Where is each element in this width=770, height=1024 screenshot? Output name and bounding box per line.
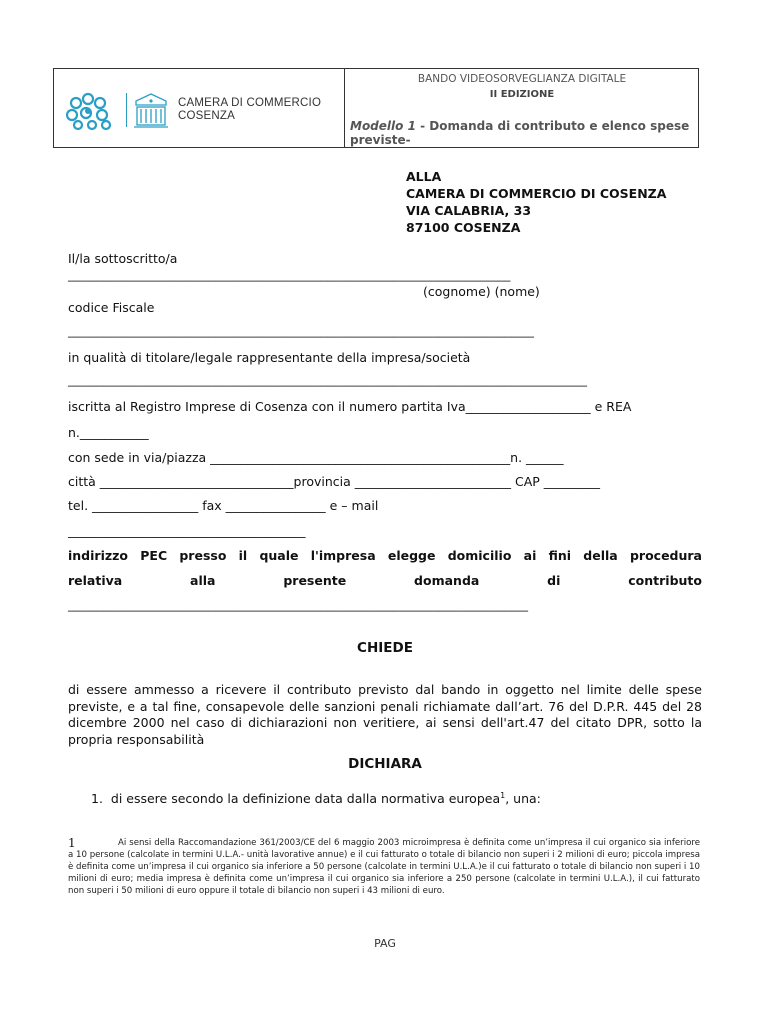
company-field[interactable]: ________________________________________________________________________________________ (68, 373, 588, 387)
item1-text: di essere secondo la definizione data dalla normativa europea (110, 791, 501, 807)
pec-line1: indirizzo PEC presso il quale l'impresa elegge domicilio ai fini della procedura (68, 548, 702, 563)
chiede-heading: CHIEDE (357, 640, 413, 656)
address-line4: 87100 COSENZA (406, 220, 521, 235)
address-line3: VIA CALABRIA, 33 (406, 203, 532, 218)
codice-fiscale-label: codice Fiscale (68, 300, 155, 315)
pec-field[interactable]: ______________________________________________________________________________ (68, 598, 529, 612)
dichiara-heading: DICHIARA (348, 756, 422, 772)
logo-text (178, 97, 321, 123)
footnote-ref[interactable]: 1 (500, 791, 506, 800)
header-divider (344, 69, 345, 147)
modello-label: Modello 1 (350, 119, 416, 133)
qualita-label: in qualità di titolare/legale rappresentante della impresa/società (68, 350, 471, 365)
footnote-number: 1 (68, 836, 76, 850)
item1-number: 1. (91, 791, 103, 807)
chamber-logo (66, 91, 336, 131)
address-line2: CAMERA DI COMMERCIO DI COSENZA (406, 186, 667, 201)
logo-text-line2: COSENZA (178, 110, 235, 122)
page-label: PAG (374, 937, 396, 950)
cognome-nome-hint: (cognome) (nome) (423, 284, 540, 299)
item1-end: , una: (505, 791, 541, 807)
recipient-address (406, 168, 666, 236)
citta-line: città _______________________________provincia _________________________ CAP _________ (68, 474, 601, 489)
modello-description: - Domanda di contributo e elenco spese previste- (350, 119, 690, 147)
edizione-label: II EDIZIONE (489, 89, 555, 100)
document-header (53, 68, 699, 148)
logo-text-line1: CAMERA DI COMMERCIO (178, 97, 322, 109)
modello-title (350, 119, 690, 147)
rea-field[interactable]: n.___________ (68, 425, 149, 440)
flower-logo-icon (66, 91, 118, 131)
address-line1: ALLA (406, 169, 442, 184)
sottoscritto-label: Il/la sottoscritto/a (68, 251, 178, 266)
dichiara-item1 (91, 791, 541, 806)
logo-separator (126, 93, 127, 127)
codice-fiscale-field[interactable]: _______________________________________________________________________________ (68, 324, 534, 338)
email-field[interactable]: ______________________________________ (68, 523, 306, 538)
bando-title: BANDO VIDEOSORVEGLIANZA DIGITALE (417, 73, 627, 85)
tel-line: tel. _________________ fax ________________ e – mail (68, 498, 379, 513)
iscritta-line: iscritta al Registro Imprese di Cosenza con il numero partita Iva____________________ e REA (68, 399, 632, 414)
name-field[interactable]: ___________________________________________________________________________ (68, 268, 511, 282)
sede-line: con sede in via/piazza ________________________________________________n. ______ (68, 450, 564, 465)
building-icon (130, 91, 172, 131)
footnote-text: Ai sensi della Raccomandazione 361/2003/CE del 6 maggio 2003 microimpresa è definita come un’impresa il cui organico sia inferiore a 10 persone (calcolate in termini U.L.A.- unità lavorative annue) e il cui fatturato o totale di bilancio non superi i 2 milioni di euro; piccola impresa è definita come un’impresa il cui organico sia inferiore a 50 persone (calcolate in termini U.L.A.)e il cui fatturato o totale di bilancio non superi i 10 milioni di euro; media impresa è definita come un’impresa il cui organico sia inferiore a 250 persone (calcolate in termini U.L.A.), il cui fatturato non superi i 50 milioni di euro oppure il totale di bilancio non superi i 43 milioni di euro. (68, 838, 700, 896)
pec-line2: relativa alla presente domanda di contributo (68, 573, 702, 588)
chiede-text: di essere ammesso a ricevere il contributo previsto dal bando in oggetto nel limite delle spese previste, e a tal fine, consapevole delle sanzioni penali richiamate dall’art. 76 del D.P.R. 445 del 28 dicembre 2000 nel caso di dichiarazioni non veritiere, ai sensi dell'art.47 del citato DPR, sotto la propria responsabilità (68, 682, 702, 747)
